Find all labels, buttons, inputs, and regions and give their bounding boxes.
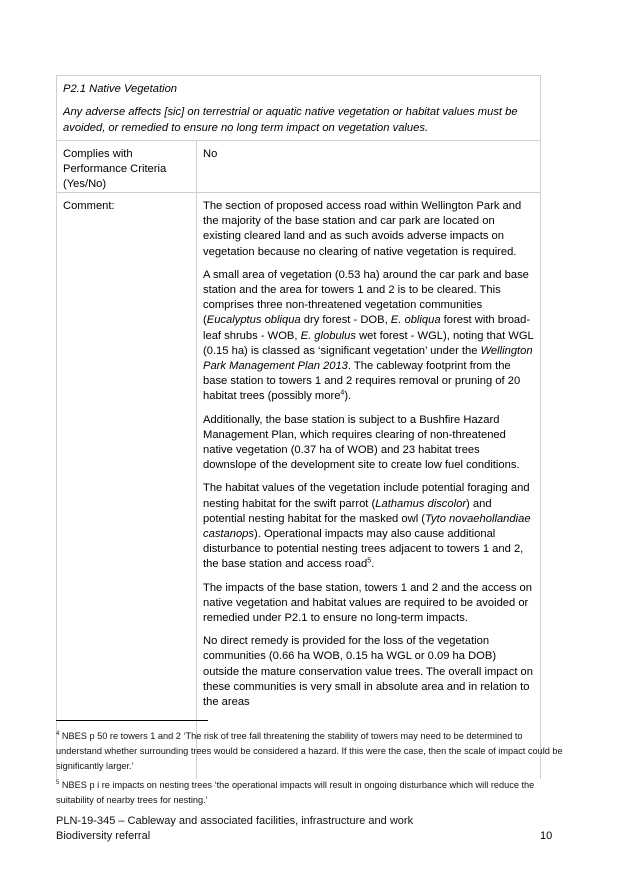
comment-body [197,193,540,779]
footnote-4: $^4$ NBES p 50 re towers 1 and 2 ‘The risk of tree fall threatening the stability of towers may need to be determined to understand whether surrounding trees would be considered a hazard. If this were the case, then the scale of impact could be significantly larger.’ [56,730,563,771]
footnote-divider [56,720,208,721]
footnote-5: $^5$ NBES p i re impacts on nesting trees ‘the operational impacts will result in ongoing disturbance which will reduce the suitability of nearby trees for nesting.’ [56,779,535,805]
page-number: 10 [540,830,553,842]
criterion-title: P2.1 Native Vegetation [63,83,178,95]
comment-row [57,193,540,779]
complies-value: No [203,148,218,160]
footer-subtitle: Biodiversity referral [56,830,151,842]
comment-paragraph-3: Additionally, the base station is subject to a Bushfire Hazard Management Plan, which requires clearing of non-threatened native vegetation (0.37 ha of WOB) and 23 habitat trees downslope of the development site to create low fuel conditions. [203,413,520,472]
comment-paragraph-5: The impacts of the base station, towers 1 and 2 and the access on native vegetation and habitat values are required to be avoided or remedied under P2.1 to ensure no long-term impacts. [203,581,532,625]
page-footer [56,814,556,844]
complies-label: Complies with Performance Criteria (Yes/No) [57,141,197,192]
comment-paragraph-2: A small area of vegetation (0.53 ha) around the car park and base station and the area for towers 1 and 2 is to be cleared. This comprises three non-threatened vegetation communities (Eucalyptus obliqua dry forest - DOB, E. obliqua forest with broad-leaf shrubs - WOB, E. globulus wet forest - WGL), noting that WGL (0.15 ha) is classed as ‘significant vegetation’ under the Wellington Park Management Plan 2013. The cableway footprint from the base station to towers 1 and 2 requires removal or pruning of 20 habitat trees (possibly more$^4$). [203,268,534,403]
comment-paragraph-4: The habitat values of the vegetation include potential foraging and nesting habitat for the swift parrot (Lathamus discolor) and potential nesting habitat for the masked owl (Tyto novaehollandiae castanops). Operational impacts may also cause additional disturbance to potential nesting trees adjacent to towers 1 and 2, the base station and access road$^5$. [203,482,531,571]
footnote-ref-4: 4 [340,389,345,397]
comment-label: Comment: [57,193,197,779]
footnote-ref-5: 5 [367,557,372,565]
comment-paragraph-6: No direct remedy is provided for the loss of the vegetation communities (0.66 ha WOB, 0.15 ha WGL or 0.09 ha DOB) outside the mature conservation value trees. The overall impact on these communities is very small in absolute area and in relation to the areas [203,635,534,709]
complies-row [57,141,540,193]
footer-reference: PLN-19-345 – Cableway and associated facilities, infrastructure and work [56,815,414,827]
criterion-text: Any adverse affects [sic] on terrestrial or aquatic native vegetation or habitat values must be avoided, or remedied to ensure no long term impact on vegetation values. [63,106,518,134]
criteria-table [56,75,541,779]
comment-paragraph-1: The section of proposed access road within Wellington Park and the majority of the base station and car park are located on existing cleared land and as such avoids adverse impacts on vegetation because no clearing of native vegetation is required. [203,200,522,258]
criterion-row [57,76,540,141]
